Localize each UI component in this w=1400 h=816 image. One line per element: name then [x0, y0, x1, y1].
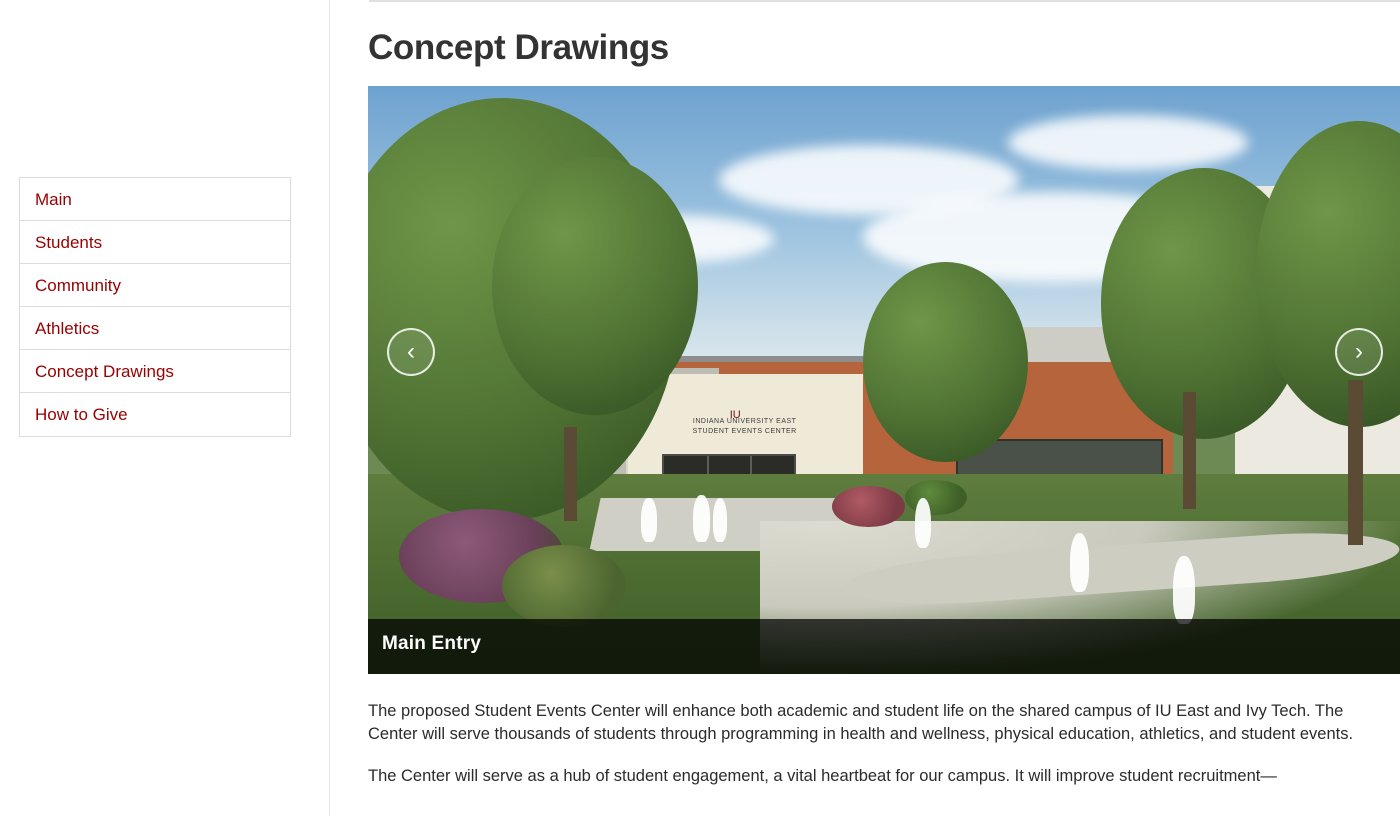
person-silhouette	[713, 498, 727, 542]
shrub-icon	[502, 545, 626, 627]
sidebar-item-community[interactable]: Community	[20, 264, 290, 307]
person-silhouette	[693, 495, 710, 542]
paragraph-2: The Center will serve as a hub of student engagement, a vital heartbeat for our campus. It will improve student recruitment—	[368, 766, 1277, 785]
concept-drawing-carousel[interactable]	[368, 86, 1400, 674]
carousel-caption-bar	[368, 619, 1400, 674]
tree-trunk	[1183, 392, 1195, 510]
shrub-icon	[832, 486, 904, 527]
shrub-icon	[905, 480, 967, 515]
sidebar-item-concept-drawings[interactable]: Concept Drawings	[20, 350, 290, 393]
person-silhouette	[1070, 533, 1090, 592]
building-signage-line1: INDIANA UNIVERSITY EAST	[692, 418, 797, 426]
tree-icon	[863, 262, 1028, 462]
sidebar-item-students[interactable]: Students	[20, 221, 290, 264]
tree-trunk	[1348, 380, 1362, 545]
building-signage	[641, 415, 847, 447]
main-column	[331, 0, 1400, 816]
building-signage-line2: STUDENT EVENTS CENTER	[692, 427, 797, 435]
sidebar-nav	[19, 177, 291, 437]
tree-icon	[492, 157, 698, 416]
iu-logo-icon: IU	[729, 409, 741, 422]
carousel-next-arrow-icon[interactable]: ›	[1335, 328, 1383, 376]
person-silhouette	[641, 498, 656, 542]
top-divider	[369, 0, 1400, 2]
rooftop-unit	[1018, 327, 1111, 362]
left-column	[0, 0, 330, 816]
carousel-prev-arrow-icon[interactable]: ‹	[387, 328, 435, 376]
carousel-image	[368, 86, 1400, 674]
sidebar-item-main[interactable]: Main	[20, 178, 290, 221]
carousel-caption: Main Entry	[382, 633, 482, 654]
paragraph-1: The proposed Student Events Center will enhance both academic and student life on the shared campus of IU East and Ivy Tech. The Center will serve thousands of students through programming in health and wellness, physical education, athletics, and student events.	[368, 702, 1354, 744]
sidebar-item-how-to-give[interactable]: How to Give	[35, 405, 128, 424]
cloud-icon	[1008, 115, 1248, 170]
sidebar-item-athletics[interactable]: Athletics	[20, 307, 290, 350]
tree-trunk	[564, 427, 577, 521]
body-copy	[368, 700, 1380, 806]
person-silhouette	[1173, 556, 1195, 624]
person-silhouette	[915, 498, 932, 548]
page-title: Concept Drawings	[368, 28, 669, 67]
